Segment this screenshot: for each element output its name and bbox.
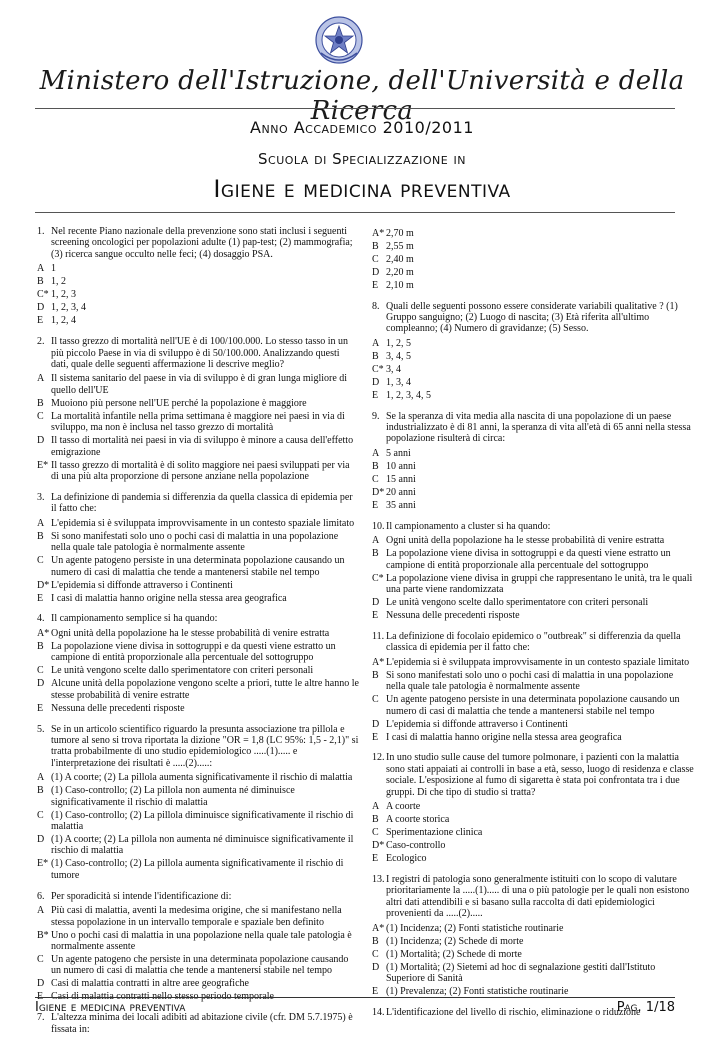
question [372, 521, 694, 622]
option-text: 2,70 m [386, 227, 414, 239]
option-text: (1) Caso-controllo; (2) La pillola non aumenta né diminuisce significativamente il rischio di malattia [51, 785, 295, 808]
answer-option [37, 678, 359, 701]
option-letter: D [372, 376, 380, 388]
question [37, 492, 359, 604]
question-text: Se la speranza di vita media alla nascita di una popolazione di un paese industrializzato è di 81 anni, la speranza di vita all'età di 65 anni nella stessa popolazione risulterà di circa: [386, 410, 691, 445]
answer-option [37, 555, 359, 578]
course-title: Igiene e medicina preventiva [213, 175, 511, 203]
answer-option [372, 338, 694, 349]
answer-option [37, 289, 359, 300]
option-letter: E [372, 609, 379, 621]
option-text: Casi di malattia contratti in altre aree geografiche [51, 978, 249, 990]
answer-option [37, 580, 359, 591]
answer-option [37, 628, 359, 639]
question [37, 226, 359, 327]
answer-option [372, 923, 694, 934]
question-number: 7. [37, 1012, 45, 1024]
question [372, 411, 694, 512]
answer-option [372, 500, 694, 511]
answer-option [372, 657, 694, 668]
option-letter: C [37, 410, 44, 422]
answer-option [372, 986, 694, 997]
option-letter: D [372, 596, 380, 608]
option-letter: B [37, 640, 44, 652]
question-number: 3. [37, 491, 45, 503]
option-letter: A [37, 263, 45, 275]
answer-option [37, 315, 359, 326]
question-text: Quali delle seguenti possono essere considerate variabili qualitative ? (1) Gruppo sanguigno; (2) Luogo di nascita; (3) Età riferita all'ultimo compleanno; (4) Numero di gravidanze; (5) Sesso. [386, 300, 678, 335]
republic-emblem-icon [314, 15, 364, 65]
answer-option [372, 228, 694, 239]
option-text: (1) Incidenza; (2) Fonti statistiche routinarie [386, 922, 564, 934]
option-letter: A [37, 772, 45, 784]
option-text: 20 anni [386, 486, 416, 498]
option-letter: A* [372, 922, 385, 934]
option-text: 3, 4 [386, 363, 401, 375]
page-number: Pag. 1/18 [616, 1000, 675, 1015]
option-letter: C* [37, 289, 49, 301]
option-text: L'epidemia si diffonde attraverso i Continenti [386, 718, 568, 730]
option-letter: B [37, 785, 44, 797]
option-letter: A* [372, 656, 385, 668]
question-text: Il campionamento a cluster si ha quando: [386, 520, 551, 532]
question-number: 10. [372, 520, 385, 532]
answer-option [37, 518, 359, 529]
answer-option [37, 531, 359, 554]
option-letter: C [37, 665, 44, 677]
answer-option [372, 801, 694, 812]
question [37, 891, 359, 1003]
question-stem [37, 336, 359, 370]
option-text: A coorte [386, 801, 421, 813]
option-text: Si sono manifestati solo uno o pochi casi di malattia in una popolazione nella quale tale patologia è normalmente assente [51, 530, 339, 554]
question-number: 8. [372, 300, 380, 312]
answer-option [372, 732, 694, 743]
question [372, 228, 694, 291]
question-text: In uno studio sulle cause del tumore polmonare, i pazienti con la malattia sono stati appaiati ai controlli in base a età, sesso, luogo di residenza e classe sociale. L'esposizione al fumo di sigaretta è stata poi confrontata tra i due gruppi. Di che tipo di studio si tratta? [386, 752, 694, 798]
option-letter: C [372, 827, 379, 839]
option-text: L'epidemia si è sviluppata improvvisamente in un contesto spaziale limitato [386, 656, 690, 668]
option-letter: D [372, 266, 380, 278]
question-text: La definizione di pandemia si differenzia da quella classica di epidemia per il fatto che: [51, 491, 353, 515]
answer-option [37, 460, 359, 483]
option-letter: B [37, 397, 44, 409]
answer-option [372, 840, 694, 851]
option-text: I casi di malattia hanno origine nella stessa area geografica [51, 592, 287, 604]
answer-option [372, 487, 694, 498]
option-text: Si sono manifestati solo uno o pochi casi di malattia in una popolazione nella quale tale patologia è normalmente assente [386, 669, 674, 693]
option-letter: B [372, 814, 379, 826]
answer-option [37, 703, 359, 714]
option-text: (1) Mortalità; (2) Sietemi ad hoc di segnalazione gestiti dall'Istituto Superiore di Sanità [386, 961, 656, 984]
option-text: 15 anni [386, 473, 416, 485]
answer-option [372, 377, 694, 388]
option-text: 3, 4, 5 [386, 350, 411, 362]
question-stem [372, 521, 694, 532]
option-letter: C* [372, 363, 384, 375]
option-letter: E [37, 702, 44, 714]
option-text: 1, 3, 4 [386, 376, 411, 388]
option-text: Muoiono più persone nell'UE perché la popolazione è maggiore [51, 397, 307, 409]
question-stem [37, 724, 359, 770]
option-letter: E [372, 499, 379, 511]
question [372, 631, 694, 743]
left-question-column [37, 226, 359, 1045]
option-text: Nessuna delle precedenti risposte [51, 702, 185, 714]
answer-option [37, 810, 359, 833]
answer-option [37, 785, 359, 808]
question-text: Per sporadicità si intende l'identificazione di: [51, 890, 232, 902]
option-text: (1) Caso-controllo; (2) La pillola aumenta significativamente il rischio di tumore [51, 858, 344, 881]
answer-option [372, 597, 694, 608]
option-text: 1, 2, 4 [51, 315, 76, 327]
answer-option [372, 573, 694, 596]
option-letter: B [372, 350, 379, 362]
option-letter: E [37, 991, 44, 1003]
answer-option [372, 827, 694, 838]
answer-option [37, 263, 359, 274]
question-number: 12. [372, 752, 385, 764]
option-letter: E [37, 315, 44, 327]
option-text: 1 [51, 263, 56, 275]
footer-divider [35, 997, 675, 998]
option-text: L'epidemia si è sviluppata improvvisamente in un contesto spaziale limitato [51, 517, 355, 529]
option-text: La popolazione viene divisa in sottogruppi e da questi viene estratto un campione di entità proporzionale alla percentuale del sottogruppo [386, 548, 671, 571]
option-text: Ogni unità della popolazione ha le stesse probabilità di venire estratta [386, 535, 665, 547]
answer-option [372, 949, 694, 960]
option-text: 1, 2, 3 [51, 289, 76, 301]
option-text: 1, 2 [51, 276, 66, 288]
option-letter: D [37, 833, 45, 845]
answer-option [372, 535, 694, 546]
answer-option [372, 719, 694, 730]
option-text: Sperimentazione clinica [386, 827, 483, 839]
option-text: L'epidemia si diffonde attraverso i Continenti [51, 579, 233, 591]
option-text: Alcune unità della popolazione vengono scelte a priori, tutte le altre hanno le stesse probabilità di venire estratte [51, 678, 359, 701]
option-text: Più casi di malattia, aventi la medesima origine, che si manifestano nella stessa popolazione in un intervallo temporale e spaziale ben definito [51, 905, 342, 928]
option-text: Ecologico [386, 853, 427, 865]
question [37, 724, 359, 882]
answer-option [372, 254, 694, 265]
question-text: L'altezza minima dei locali adibiti ad abitazione civile (cfr. DM 5.7.1975) è fissata in: [51, 1012, 353, 1035]
answer-option [372, 461, 694, 472]
option-letter: A [372, 535, 380, 547]
header-divider [35, 108, 675, 109]
option-letter: B [372, 669, 379, 681]
option-letter: B [372, 548, 379, 560]
answer-option [37, 978, 359, 989]
option-text: Un agente patogeno persiste in una determinata popolazione causando un numero di casi di malattia che tende a mantenersi stabile nel tempo [51, 555, 345, 578]
option-letter: E [372, 853, 379, 865]
option-text: 1, 2, 3, 4, 5 [386, 389, 431, 401]
option-letter: C [37, 555, 44, 567]
question-text: Nel recente Piano nazionale della prevenzione sono stati inclusi i seguenti screening oncologici per popolazioni adulte (1) pap-test; (2) mammografia; (3) ricerca sangue occulto nelle feci; (4) dosaggio PSA. [51, 226, 353, 260]
answer-option [37, 641, 359, 664]
option-text: Uno o pochi casi di malattia in una popolazione nella quale tale patologia è normalmente assente [51, 929, 352, 952]
answer-option [372, 694, 694, 717]
question-stem [372, 411, 694, 445]
question-stem [372, 752, 694, 798]
option-letter: D [37, 978, 45, 990]
answer-option [372, 814, 694, 825]
answer-option [372, 936, 694, 947]
option-letter: A* [37, 627, 50, 639]
title-divider [35, 212, 675, 213]
answer-option [372, 670, 694, 693]
option-letter: B [37, 276, 44, 288]
footer-course: Igiene e medicina preventiva [35, 1000, 186, 1015]
option-text: I casi di malattia hanno origine nella stessa area geografica [386, 731, 622, 743]
option-text: 2,55 m [386, 240, 414, 252]
answer-option [37, 954, 359, 977]
option-letter: D [372, 718, 380, 730]
option-text: (1) Mortalità; (2) Schede di morte [386, 948, 522, 960]
question-number: 9. [372, 410, 380, 422]
option-text: 35 anni [386, 499, 416, 511]
answer-option [372, 390, 694, 401]
answer-option [372, 548, 694, 571]
question-text: L'identificazione del livello di rischio, eliminazione o riduzione [386, 1006, 641, 1018]
school-label: Scuola di Specializzazione in [258, 150, 466, 168]
option-letter: A [37, 517, 45, 529]
answer-option [37, 593, 359, 604]
answer-option [37, 302, 359, 313]
answer-option [37, 398, 359, 409]
question-stem [372, 874, 694, 920]
question-text: I registri di patologia sono generalmente istituiti con lo scopo di valutare prioritariamente la .....(1)..... di una o più patologie per le quali non esistono altri dati attendibili e si basano sulla raccolta di dati epidemiologici provenienti da .....(2)..... [386, 873, 690, 920]
option-text: Il tasso grezzo di mortalità è di solito maggiore nei paesi sviluppati per via di una più alta proporzione di persone anziane nella popolazione [51, 459, 350, 482]
option-letter: E* [37, 459, 49, 471]
question-text: Il campionamento semplice si ha quando: [51, 613, 218, 625]
question-number: 6. [37, 890, 45, 902]
answer-option [37, 435, 359, 458]
answer-option [372, 962, 694, 985]
option-letter: B [37, 530, 44, 542]
option-letter: D* [372, 486, 385, 498]
option-text: (1) Prevalenza; (2) Fonti statistiche routinarie [386, 985, 569, 997]
answer-option [37, 930, 359, 953]
option-text: La popolazione viene divisa in sottogruppi e da questi viene estratto un campione di entità proporzionale alla percentuale del sottogruppo [51, 640, 336, 664]
option-text: Le unità vengono scelte dallo sperimentatore con criteri personali [51, 665, 314, 677]
option-letter: C* [372, 572, 384, 584]
option-text: 1, 2, 3, 4 [51, 302, 86, 314]
option-letter: C [372, 948, 379, 960]
option-letter: B [372, 240, 379, 252]
question-stem [37, 613, 359, 624]
answer-option [37, 858, 359, 881]
option-letter: A [37, 373, 45, 385]
answer-option [37, 772, 359, 783]
answer-option [372, 610, 694, 621]
answer-option [37, 665, 359, 676]
answer-option [372, 351, 694, 362]
option-letter: C [37, 953, 44, 965]
option-letter: A [372, 801, 380, 813]
option-text: Ogni unità della popolazione ha le stesse probabilità di venire estratta [51, 627, 330, 639]
option-letter: D [37, 302, 45, 314]
option-text: 1, 2, 5 [386, 337, 411, 349]
question [372, 301, 694, 402]
option-letter: A* [372, 227, 385, 239]
option-letter: C [372, 694, 379, 706]
question-text: Se in un articolo scientifico riguardo la presunta associazione tra pillola e tumore al seno si trova riportata la dizione "OR = 1,8 (LC 95%: 1,5 - 2,1)" si tratta probabilmente di uno studio epidemiologico .....(1)..... e l'interpretazione dei risultati è .....(2).....: [51, 723, 359, 769]
right-question-column [372, 226, 694, 1028]
option-text: 10 anni [386, 460, 416, 472]
option-text: La mortalità infantile nella prima settimana è maggiore nei paesi in via di sviluppo, ma non è inclusa nel tasso grezzo di mortalità [51, 410, 345, 434]
question-number: 5. [37, 723, 45, 735]
question-stem [37, 891, 359, 902]
option-letter: D [37, 435, 45, 447]
question-stem [37, 492, 359, 515]
question-stem [37, 226, 359, 260]
option-text: Caso-controllo [386, 840, 446, 852]
answer-option [37, 276, 359, 287]
option-letter: E [372, 389, 379, 401]
option-letter: D [37, 678, 45, 690]
option-text: 2,40 m [386, 253, 414, 265]
answer-option [37, 411, 359, 434]
option-text: Il sistema sanitario del paese in via di sviluppo è di gran lunga migliore di quello dell'UE [51, 373, 348, 396]
question [37, 613, 359, 714]
option-text: La popolazione viene divisa in gruppi che rappresentano le unità, tra le quali una parte viene randomizzata [386, 572, 693, 595]
question-stem [372, 301, 694, 335]
option-text: Un agente patogeno che persiste in una determinata popolazione causando un numero di casi di malattia che tende a mantenersi stabile nel tempo [51, 953, 349, 977]
option-text: Casi di malattia contratti nello stesso periodo temporale [51, 991, 274, 1003]
answer-option [372, 474, 694, 485]
option-letter: A [372, 447, 380, 459]
answer-option [372, 448, 694, 459]
option-text: Il tasso di mortalità nei paesi in via di sviluppo è minore a causa dell'effetto emigrazione [51, 435, 354, 458]
option-text: 2,10 m [386, 279, 414, 291]
option-text: (1) Incidenza; (2) Schede di morte [386, 935, 524, 947]
option-letter: E [372, 985, 379, 997]
academic-year: Anno Accademico 2010/2011 [250, 118, 474, 137]
question-number: 13. [372, 873, 385, 885]
option-text: 5 anni [386, 447, 411, 459]
answer-option [37, 905, 359, 928]
question-number: 11. [372, 630, 385, 642]
option-text: (1) A coorte; (2) La pillola aumenta significativamente il rischio di malattia [51, 772, 353, 784]
question-stem [372, 631, 694, 654]
ministry-title: Ministero dell'Istruzione, dell'Università e della Ricerca [39, 66, 685, 126]
question-text: Il tasso grezzo di mortalità nell'UE è di 100/100.000. Lo stesso tasso in un più piccolo Paese in via di sviluppo è di 50/100.000. Analizzando questi dati, quale delle seguenti affermazione li descrive meglio? [51, 336, 349, 370]
answer-option [37, 834, 359, 857]
answer-option [372, 853, 694, 864]
answer-option [372, 280, 694, 291]
question-number: 4. [37, 613, 45, 625]
option-letter: E [372, 279, 379, 291]
answer-option [372, 241, 694, 252]
question-number: 14. [372, 1006, 385, 1018]
question-number: 1. [37, 226, 45, 237]
option-letter: C [372, 473, 379, 485]
option-letter: E* [37, 858, 49, 870]
option-text: Le unità vengono scelte dallo sperimentatore con criteri personali [386, 596, 649, 608]
option-letter: C [372, 253, 379, 265]
question-number: 2. [37, 336, 45, 348]
option-text: (1) A coorte; (2) La pillola non aumenta né diminuisce significativamente il rischio di malattia [51, 833, 354, 857]
question [372, 874, 694, 997]
answer-option [372, 267, 694, 278]
answer-option [372, 364, 694, 375]
option-text: A coorte storica [386, 814, 450, 826]
option-letter: B [372, 460, 379, 472]
option-letter: E [372, 731, 379, 743]
option-letter: D [372, 961, 380, 973]
option-letter: A [372, 337, 380, 349]
question [37, 336, 359, 482]
question-text: La definizione di focolaio epidemico o "outbreak" si differenzia da quella classica di epidemia per il fatto che: [386, 630, 681, 654]
question [372, 752, 694, 864]
option-letter: C [37, 809, 44, 821]
option-letter: B [372, 935, 379, 947]
option-text: 2,20 m [386, 266, 414, 278]
option-letter: D* [372, 840, 385, 852]
option-letter: B* [37, 929, 49, 941]
option-letter: E [37, 592, 44, 604]
answer-option [37, 373, 359, 396]
option-text: (1) Caso-controllo; (2) La pillola diminuisce significativamente il rischio di malattia [51, 809, 354, 832]
option-text: Nessuna delle precedenti risposte [386, 609, 520, 621]
option-letter: D* [37, 579, 50, 591]
option-letter: A [37, 905, 45, 917]
option-text: Un agente patogeno persiste in una determinata popolazione causando un numero di casi di malattia che tende a mantenersi stabile nel tempo [386, 694, 680, 717]
